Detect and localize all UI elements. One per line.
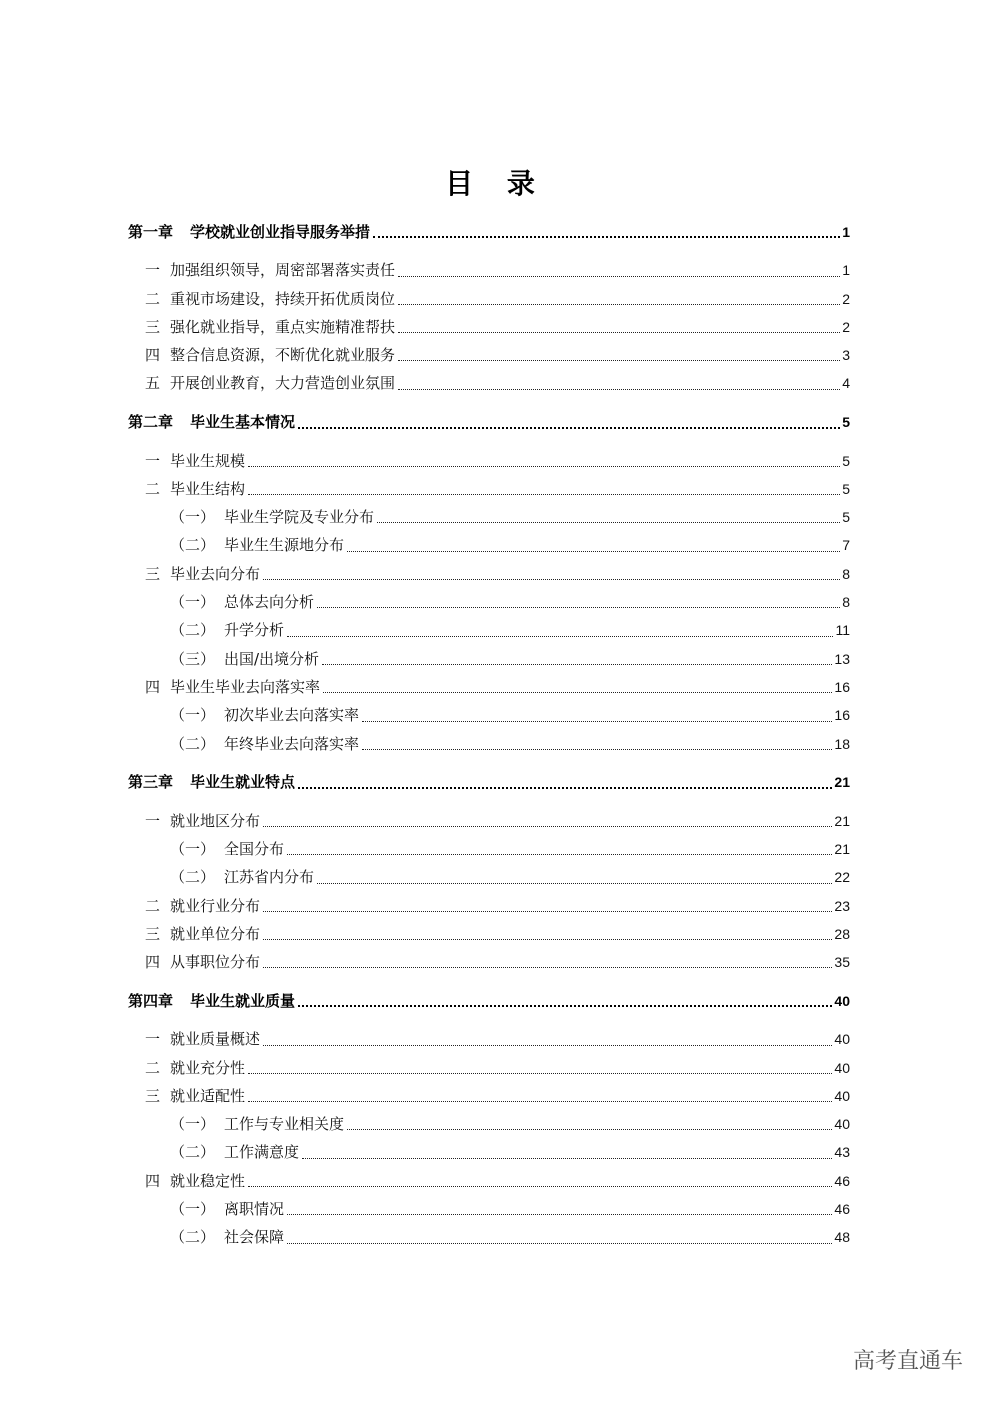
toc-entry-number: （二） xyxy=(170,868,216,887)
toc-entry-title: 社会保障 xyxy=(224,1228,285,1247)
dot-leader xyxy=(398,389,840,390)
toc-page-number: 40 xyxy=(834,1116,850,1133)
dot-leader xyxy=(263,911,832,912)
dot-leader xyxy=(248,466,840,467)
toc-entry-number: （一） xyxy=(170,1115,216,1134)
toc-chapter-row xyxy=(128,768,850,796)
toc-entry-title: 毕业生就业质量 xyxy=(190,991,296,1010)
dot-leader xyxy=(263,967,832,968)
toc-entry-title: 学校就业创业指导服务举措 xyxy=(190,223,371,241)
dot-leader xyxy=(398,304,840,305)
toc-page-number: 40 xyxy=(834,1087,850,1104)
toc-entry-title: 毕业去向分布 xyxy=(170,564,261,583)
dot-leader xyxy=(347,551,840,552)
toc-entry-title: 重视市场建设，持续开拓优质岗位 xyxy=(170,289,396,308)
toc-subsection-row xyxy=(128,1110,850,1138)
toc-entry-number: 三 xyxy=(145,1086,161,1105)
toc-section-row xyxy=(128,475,850,503)
dot-leader xyxy=(298,1005,832,1007)
dot-leader xyxy=(263,1045,832,1046)
dot-leader xyxy=(373,236,840,238)
toc-page-number: 18 xyxy=(834,735,850,752)
toc-section-row xyxy=(128,560,850,588)
toc-entry-number: 第四章 xyxy=(128,991,174,1010)
toc-section-row xyxy=(128,948,850,976)
toc-entry-title: 毕业生基本情况 xyxy=(190,413,296,432)
toc-page-number: 23 xyxy=(834,897,850,914)
toc-entry-title: 就业充分性 xyxy=(170,1058,246,1077)
toc-entry-number: 三 xyxy=(145,564,161,583)
toc-entry-title: 毕业生学院及专业分布 xyxy=(224,508,375,527)
toc-entry-number: （一） xyxy=(170,839,216,858)
toc-entry-number: 二 xyxy=(145,479,161,498)
toc-entry-number: （一） xyxy=(170,706,216,725)
toc-entry-number: （一） xyxy=(170,508,216,527)
toc-page-number: 5 xyxy=(842,509,850,526)
toc-section-row xyxy=(128,341,850,369)
toc-section-row xyxy=(128,892,850,920)
dot-leader xyxy=(398,332,840,333)
toc-section-row xyxy=(128,807,850,835)
toc-subsection-row xyxy=(128,503,850,531)
toc-entry-number: 四 xyxy=(145,1171,161,1190)
dot-leader xyxy=(298,427,840,429)
toc-page-number: 11 xyxy=(835,622,850,639)
toc-entry-number: 第一章 xyxy=(128,223,174,241)
toc-subsection-row xyxy=(128,588,850,616)
dot-leader xyxy=(248,494,840,495)
toc-subsection-row xyxy=(128,701,850,729)
toc-page-number: 40 xyxy=(834,992,850,1009)
toc-section-row xyxy=(128,1054,850,1082)
dot-leader xyxy=(287,1214,832,1215)
toc-page-number: 46 xyxy=(834,1172,850,1189)
toc-page-number: 40 xyxy=(834,1031,850,1048)
toc-entry-number: 三 xyxy=(145,317,161,336)
toc-entry-title: 就业适配性 xyxy=(170,1086,246,1105)
toc-section-row xyxy=(128,256,850,284)
dot-leader xyxy=(298,787,832,789)
toc-entry-number: 四 xyxy=(145,346,161,365)
toc-entry-number: 四 xyxy=(145,677,161,696)
toc-entry-title: 就业单位分布 xyxy=(170,924,261,943)
watermark-text: 高考直通车 xyxy=(853,1349,964,1374)
toc-page-number: 21 xyxy=(834,840,850,857)
toc-entry-number: 四 xyxy=(145,953,161,972)
toc-subsection-row xyxy=(128,835,850,863)
toc-entry-title: 毕业生结构 xyxy=(170,479,246,498)
toc-page-number: 1 xyxy=(842,262,850,279)
toc-entry-number: （二） xyxy=(170,621,216,640)
toc-subsection-row xyxy=(128,1195,850,1223)
dot-leader xyxy=(362,749,832,750)
toc-entry-title: 毕业生毕业去向落实率 xyxy=(170,677,321,696)
toc-entry-title: 就业地区分布 xyxy=(170,811,261,830)
page-title: 目 录 xyxy=(445,167,547,200)
toc-subsection-row xyxy=(128,531,850,559)
toc-entry-number: 二 xyxy=(145,896,161,915)
toc-page-number: 40 xyxy=(834,1059,850,1076)
dot-leader xyxy=(302,1158,832,1159)
toc-page-number: 43 xyxy=(834,1144,850,1161)
toc-entry-title: 出国/出境分析 xyxy=(224,649,320,668)
toc-section-row xyxy=(128,920,850,948)
toc-subsection-row xyxy=(128,1223,850,1251)
toc-chapter-row xyxy=(128,987,850,1015)
toc-entry-number: 第三章 xyxy=(128,773,174,792)
toc-entry-title: 初次毕业去向落实率 xyxy=(224,706,360,725)
dot-leader xyxy=(263,826,832,827)
toc-entry-number: 一 xyxy=(145,811,161,830)
dot-leader xyxy=(248,1186,832,1187)
toc-section-row xyxy=(128,369,850,397)
toc-page-number: 16 xyxy=(834,707,850,724)
toc-entry-title: 升学分析 xyxy=(224,621,285,640)
toc-section-row xyxy=(128,1082,850,1110)
toc-page-number: 5 xyxy=(842,414,850,431)
toc-entry-title: 强化就业指导，重点实施精准帮扶 xyxy=(170,317,396,336)
toc-entry-title: 从事职位分布 xyxy=(170,953,261,972)
toc-entry-title: 就业行业分布 xyxy=(170,896,261,915)
toc-entry-number: 三 xyxy=(145,924,161,943)
toc-entry-number: 五 xyxy=(145,374,161,393)
toc-page-number: 7 xyxy=(842,537,850,554)
dot-leader xyxy=(248,1073,832,1074)
toc-page-number: 28 xyxy=(834,925,850,942)
toc-entry-title: 全国分布 xyxy=(224,839,285,858)
toc-page-number: 46 xyxy=(834,1201,850,1217)
dot-leader xyxy=(377,522,840,523)
toc-subsection-row xyxy=(128,730,850,758)
dot-leader xyxy=(263,579,840,580)
toc-entry-title: 工作满意度 xyxy=(224,1143,300,1162)
table-of-contents xyxy=(128,218,850,1252)
dot-leader xyxy=(287,1243,832,1244)
toc-entry-title: 开展创业教育，大力营造创业氛围 xyxy=(170,374,396,393)
toc-entry-number: （二） xyxy=(170,1143,216,1162)
toc-entry-title: 就业质量概述 xyxy=(170,1030,261,1049)
toc-subsection-row xyxy=(128,863,850,891)
dot-leader xyxy=(322,664,832,665)
toc-section-row xyxy=(128,285,850,313)
toc-entry-number: 第二章 xyxy=(128,413,174,432)
toc-page-number: 2 xyxy=(842,318,850,335)
toc-entry-title: 毕业生生源地分布 xyxy=(224,536,345,555)
toc-chapter-row xyxy=(128,408,850,436)
toc-entry-number: （二） xyxy=(170,1228,216,1247)
toc-entry-title: 加强组织领导，周密部署落实责任 xyxy=(170,261,396,280)
toc-page-number: 21 xyxy=(834,774,850,791)
toc-entry-number: （一） xyxy=(170,593,216,612)
toc-subsection-row xyxy=(128,1138,850,1166)
dot-leader xyxy=(248,1101,832,1102)
dot-leader xyxy=(287,854,832,855)
toc-section-row xyxy=(128,673,850,701)
toc-entry-number: （二） xyxy=(170,536,216,555)
toc-page-number: 3 xyxy=(842,347,850,364)
toc-entry-title: 总体去向分析 xyxy=(224,593,315,612)
toc-subsection-row xyxy=(128,616,850,644)
toc-section-row xyxy=(128,313,850,341)
dot-leader xyxy=(317,883,832,884)
toc-chapter-row xyxy=(128,218,850,246)
toc-page-number: 8 xyxy=(842,565,850,582)
toc-entry-number: （一） xyxy=(170,1200,216,1218)
toc-entry-number: 一 xyxy=(145,451,161,470)
toc-page-number: 16 xyxy=(834,678,850,695)
toc-entry-number: 一 xyxy=(145,1030,161,1049)
dot-leader xyxy=(347,1129,832,1130)
toc-page-number: 13 xyxy=(834,650,850,667)
dot-leader xyxy=(323,692,832,693)
toc-page-number: 22 xyxy=(834,869,850,886)
toc-entry-number: （三） xyxy=(170,649,216,668)
toc-page-number: 4 xyxy=(842,375,850,392)
toc-entry-title: 江苏省内分布 xyxy=(224,868,315,887)
toc-entry-number: 二 xyxy=(145,289,161,308)
toc-page-number: 21 xyxy=(834,812,850,829)
toc-page-number: 1 xyxy=(842,224,850,240)
dot-leader xyxy=(317,607,840,608)
toc-entry-number: 一 xyxy=(145,261,161,280)
dot-leader xyxy=(398,360,840,361)
toc-page-number: 2 xyxy=(842,290,850,307)
toc-entry-title: 工作与专业相关度 xyxy=(224,1115,345,1134)
toc-entry-title: 毕业生就业特点 xyxy=(190,773,296,792)
toc-entry-title: 年终毕业去向落实率 xyxy=(224,734,360,753)
toc-entry-title: 离职情况 xyxy=(224,1200,285,1218)
toc-entry-title: 整合信息资源，不断优化就业服务 xyxy=(170,346,396,365)
toc-page-number: 48 xyxy=(834,1229,850,1246)
toc-subsection-row xyxy=(128,645,850,673)
toc-page-number: 5 xyxy=(842,452,850,469)
toc-entry-title: 毕业生规模 xyxy=(170,451,246,470)
dot-leader xyxy=(398,276,840,277)
toc-page-number: 8 xyxy=(842,594,850,611)
dot-leader xyxy=(287,636,833,637)
toc-section-row xyxy=(128,447,850,475)
toc-entry-number: （二） xyxy=(170,734,216,753)
toc-section-row xyxy=(128,1025,850,1053)
toc-page-number: 5 xyxy=(842,480,850,497)
dot-leader xyxy=(362,721,832,722)
dot-leader xyxy=(263,939,832,940)
toc-entry-title: 就业稳定性 xyxy=(170,1171,246,1190)
toc-section-row xyxy=(128,1167,850,1195)
toc-page-number: 35 xyxy=(834,954,850,971)
toc-entry-number: 二 xyxy=(145,1058,161,1077)
